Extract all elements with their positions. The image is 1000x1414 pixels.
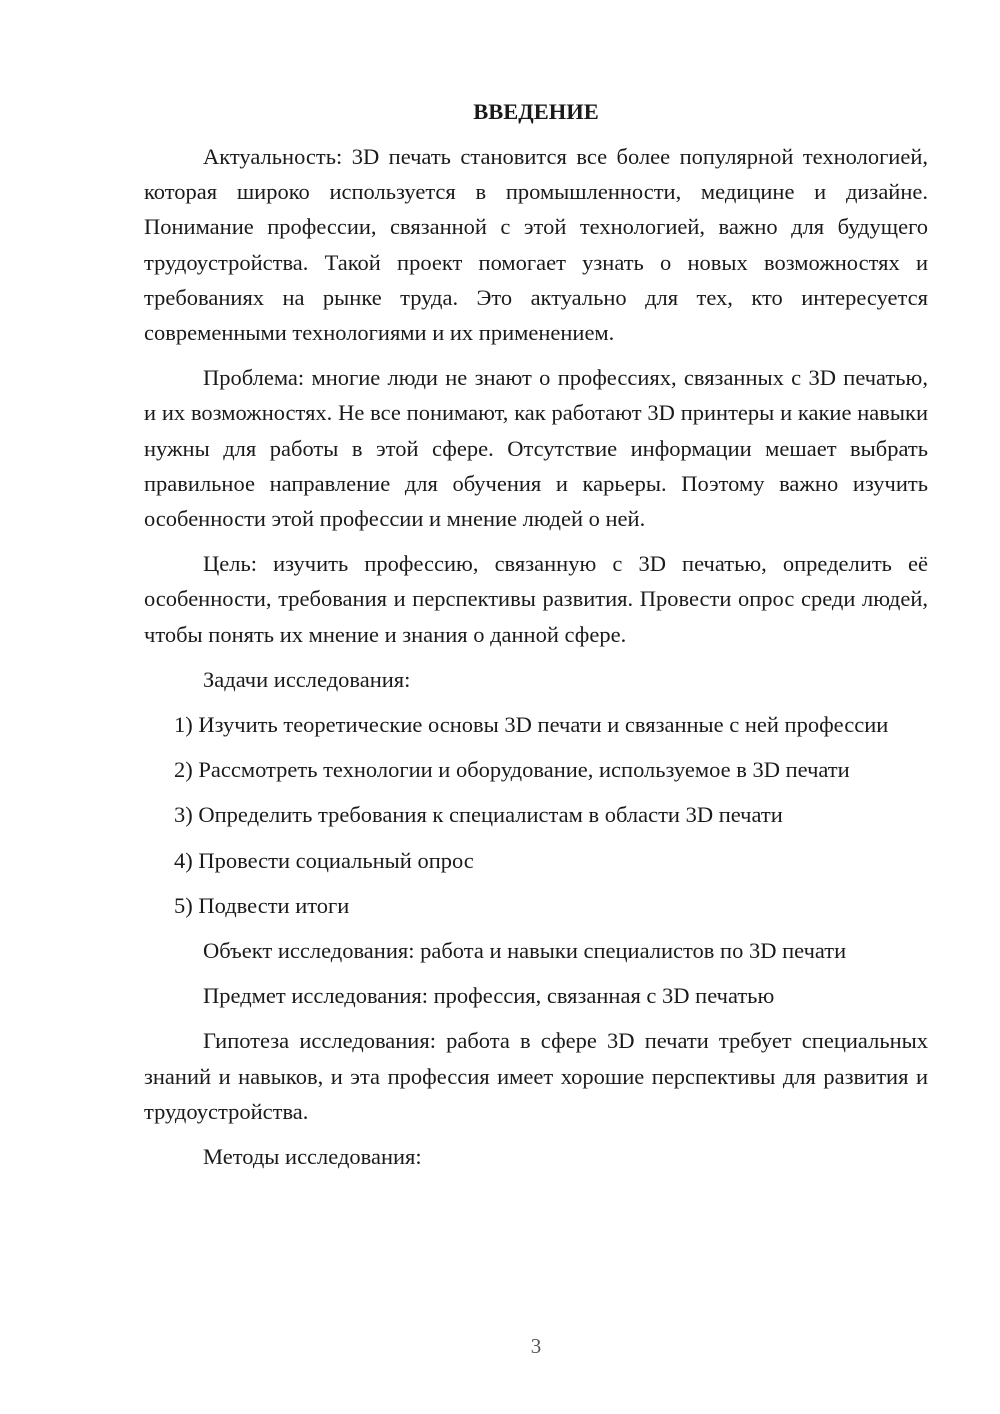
task-item-2: 2) Рассмотреть технологии и оборудование, используемое в 3D печати	[174, 757, 850, 783]
tasks-heading: Задачи исследования:	[203, 666, 411, 692]
page-content	[144, 96, 928, 1184]
task-item-4: 4) Провести социальный опрос	[174, 847, 474, 873]
methods-heading: Методы исследования:	[203, 1144, 422, 1170]
paragraph-problem: Проблема: многие люди не знают о профессиях, связанных с 3D печатью, и их возможностях. Не все понимают, как работают 3D принтеры и какие навыки нужны для работы в этой сфере. Отсутствие информации мешает выбрать правильное направление для обучения и карьеры. Поэтому важно изучить особенности этой профессии и мнение людей о ней.	[144, 365, 928, 532]
task-item-1: 1) Изучить теоретические основы 3D печати и связанные с ней профессии	[174, 712, 889, 738]
task-item-3: 3) Определить требования к специалистам в области 3D печати	[174, 802, 783, 828]
research-object: Объект исследования: работа и навыки специалистов по 3D печати	[203, 938, 847, 964]
research-hypothesis: Гипотеза исследования: работа в сфере 3D печати требует специальных знаний и навыков, и эта профессия имеет хорошие перспективы для развития и трудоустройства.	[144, 1028, 928, 1124]
task-item-5: 5) Подвести итоги	[174, 892, 350, 918]
paragraph-relevance: Актуальность: 3D печать становится все более популярной технологией, которая широко используется в промышленности, медицине и дизайне. Понимание профессии, связанной с этой технологией, важно для будущего трудоустройства. Такой проект помогает узнать о новых возможностях и требованиях на рынке труда. Это актуально для тех, кто интересуется современными технологиями и их применением.	[144, 144, 928, 346]
page-number: 3	[530, 1334, 542, 1358]
research-subject: Предмет исследования: профессия, связанная с 3D печатью	[203, 983, 775, 1009]
section-title: ВВЕДЕНИЕ	[473, 99, 599, 124]
paragraph-goal: Цель: изучить профессию, связанную с 3D печатью, определить её особенности, требования и перспективы развития. Провести опрос среди людей, чтобы понять их мнение и знания о данной сфере.	[144, 551, 928, 647]
